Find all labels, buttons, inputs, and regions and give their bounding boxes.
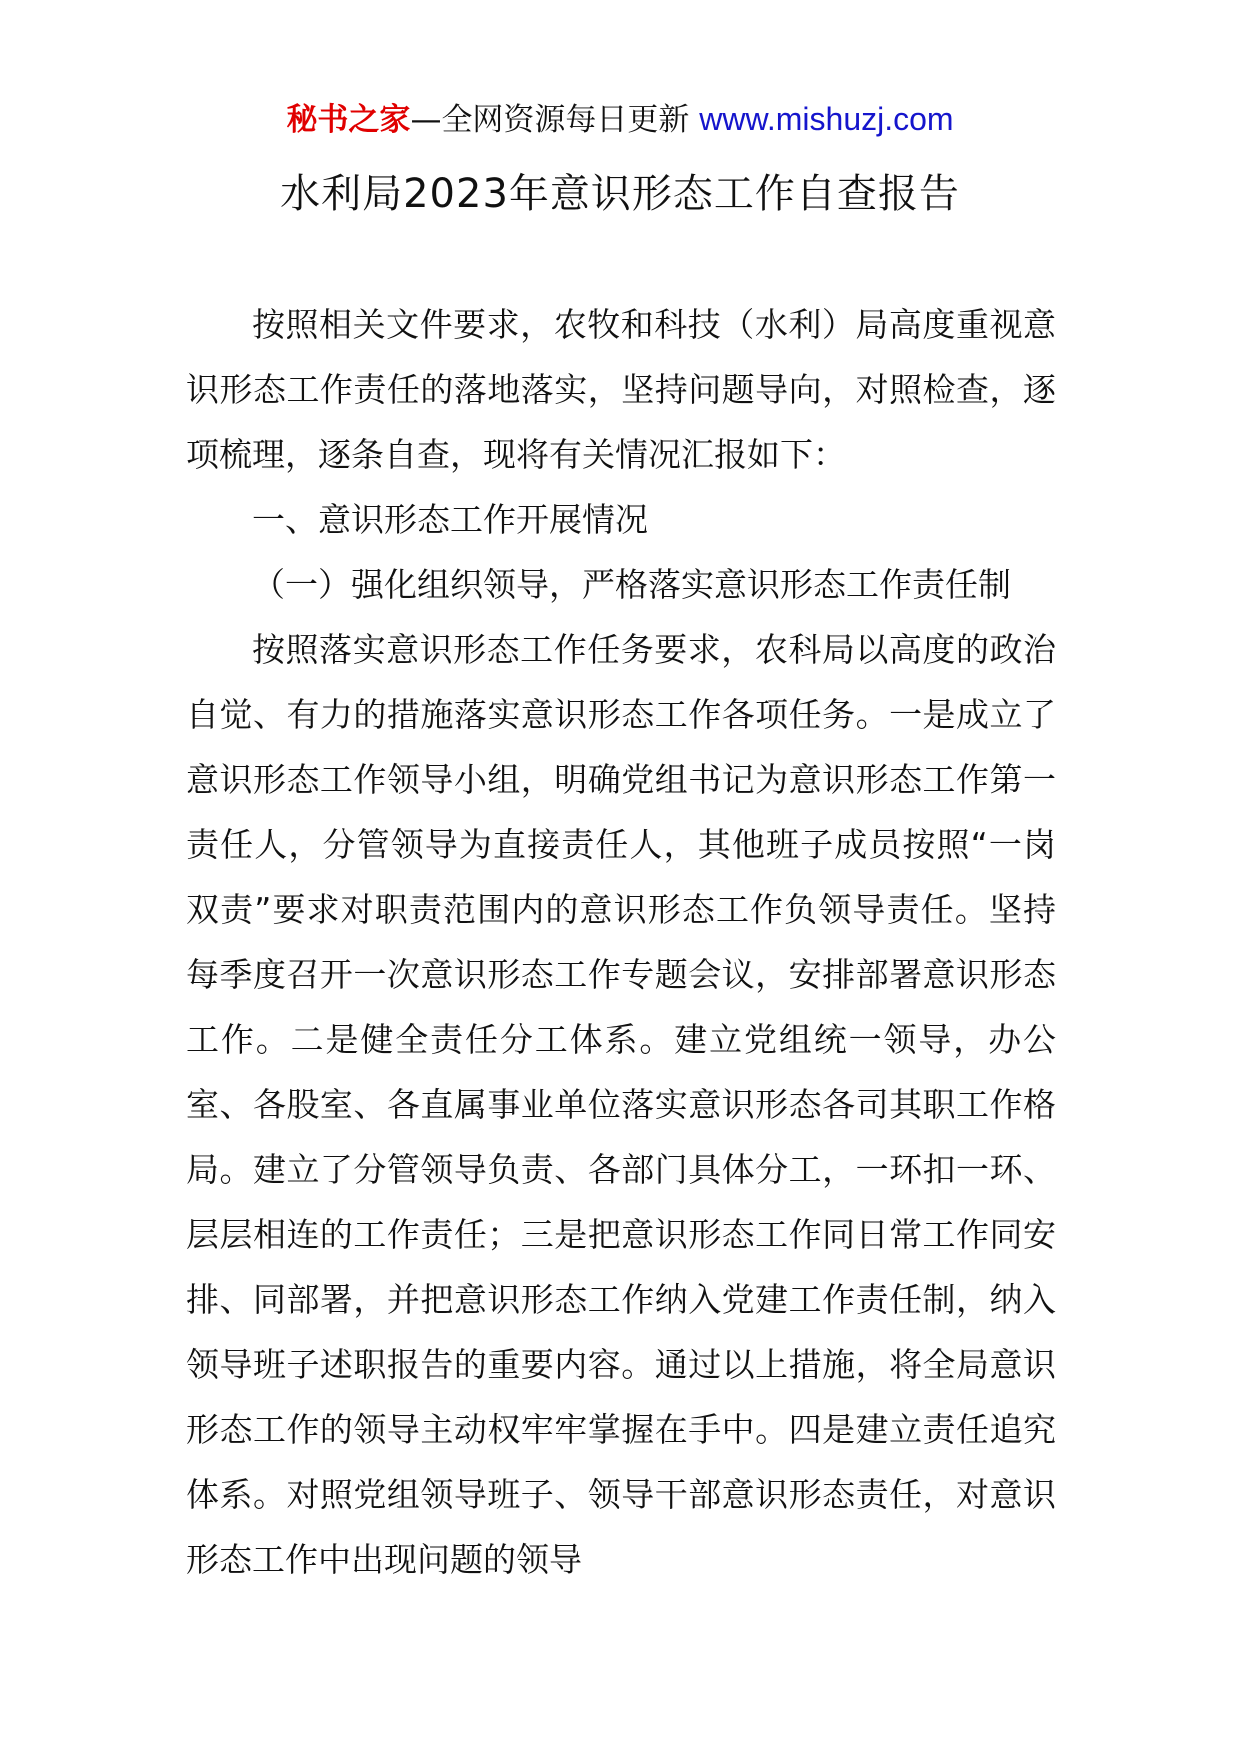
subsection-heading-1: （一）强化组织领导，严格落实意识形态工作责任制 xyxy=(252,565,1011,604)
site-url-link[interactable]: www.mishuzj.com xyxy=(699,101,954,137)
subsection-paragraph-1: 按照落实意识形态工作任务要求，农科局以高度的政治自觉、有力的措施落实意识形态工作各项任务。一是成立了意识形态工作领导小组，明确党组书记为意识形态工作第一责任人，分管领导为直接责任人，其他班子成员按照“一岗双责”要求对职责范围内的意识形态工作负领导责任。坚持每季度召开一次意识形态工作专题会议，安排部署意识形态工作。二是健全责任分工体系。建立党组统一领导，办公室、各股室、各直属事业单位落实意识形态各司其职工作格局。建立了分管领导负责、各部门具体分工，一环扣一环、层层相连的工作责任；三是把意识形态工作同日常工作同安排、同部署，并把意识形态工作纳入党建工作责任制，纳入领导班子述职报告的重要内容。通过以上措施，将全局意识形态工作的领导主动权牢牢掌握在手中。四是建立责任追究体系。对照党组领导班子、领导干部意识形态责任，对意识形态工作中出现问题的领导 xyxy=(186,630,1056,1579)
site-brand: 秘书之家 xyxy=(286,102,411,138)
document-body xyxy=(186,292,1056,1592)
section-heading-1: 一、意识形态工作开展情况 xyxy=(252,500,648,539)
document-title: 水利局2023年意识形态工作自查报告 xyxy=(280,171,960,217)
site-tagline: —全网资源每日更新 xyxy=(410,102,690,138)
site-header xyxy=(0,98,1240,141)
intro-paragraph: 按照相关文件要求，农牧和科技（水利）局高度重视意识形态工作责任的落地落实，坚持问题导向，对照检查，逐项梳理，逐条自查，现将有关情况汇报如下： xyxy=(186,305,1056,474)
